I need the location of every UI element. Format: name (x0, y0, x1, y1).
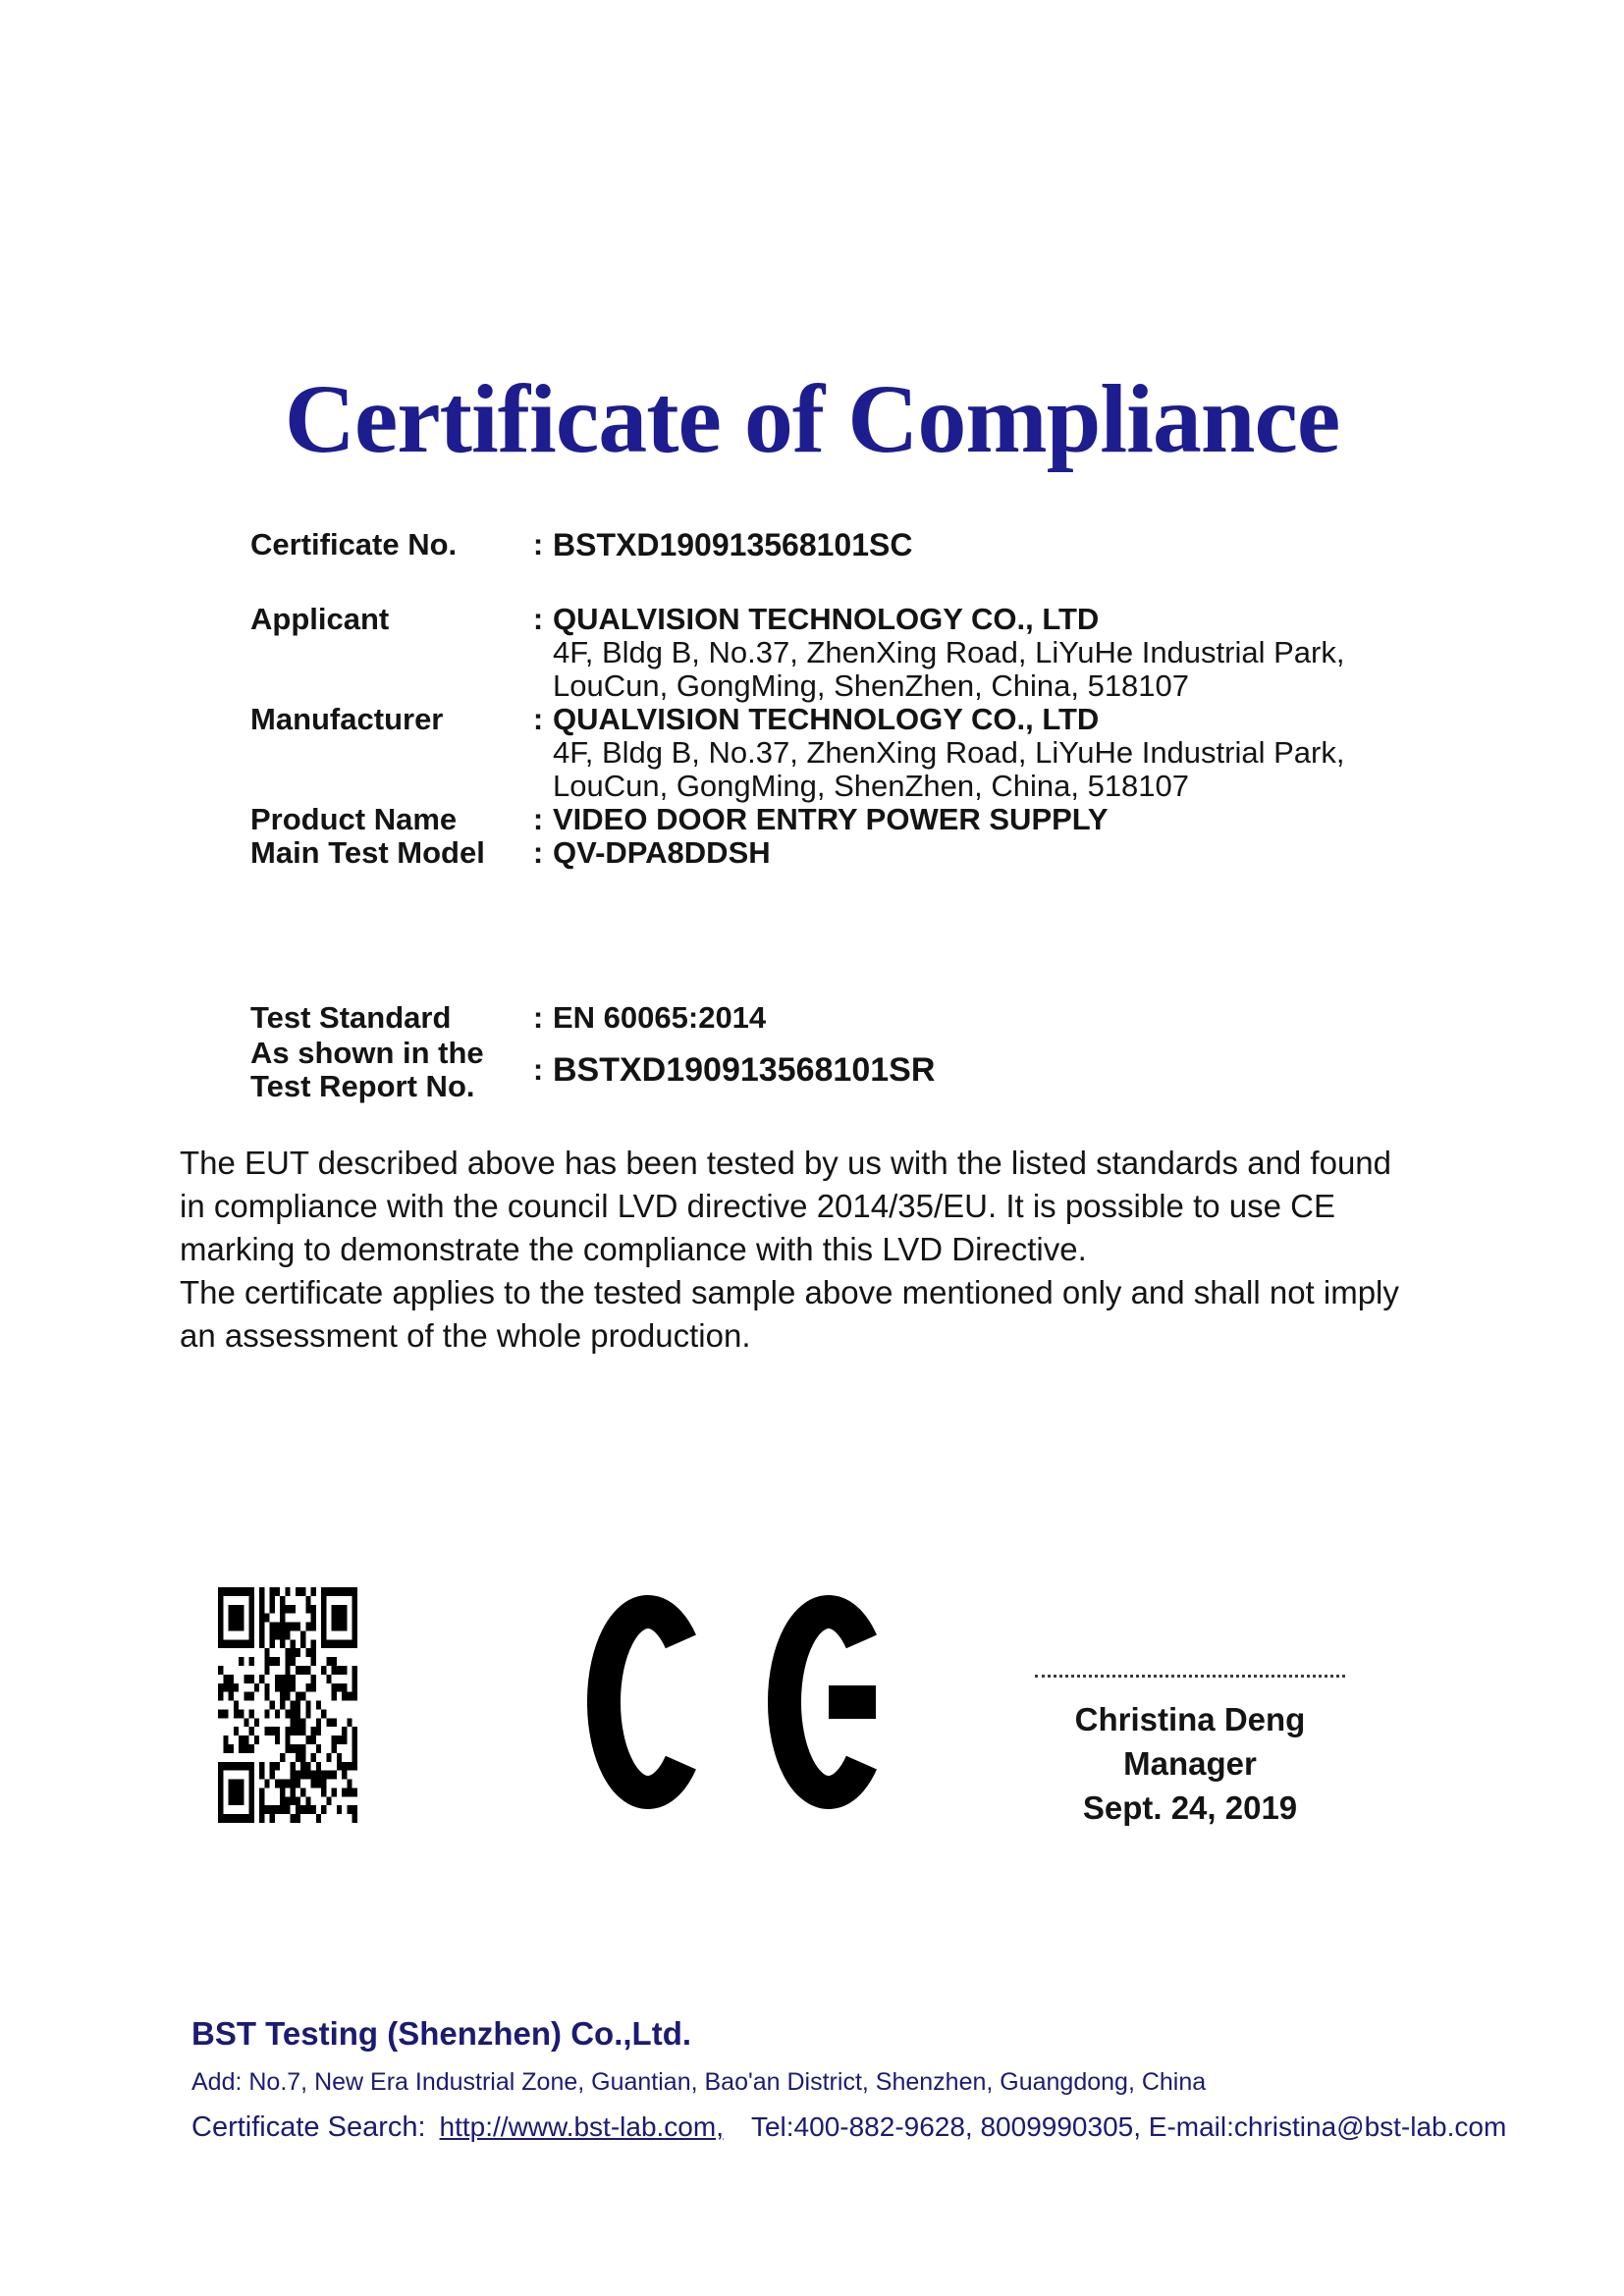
row-test-report-no (250, 1037, 1468, 1103)
manufacturer-label: Manufacturer (250, 702, 444, 736)
certificate-search-link[interactable]: http://www.bst-lab.com, (439, 2111, 724, 2142)
certificate-no-label: Certificate No. (250, 527, 458, 561)
page-title: Certificate of Compliance (284, 364, 1340, 473)
lab-company-name: BST Testing (Shenzhen) Co.,Ltd. (191, 2015, 692, 2052)
statement-line: The certificate applies to the tested sample above mentioned only and shall not imply (180, 1274, 1399, 1310)
applicant-address-line2: LouCun, GongMing, ShenZhen, China, 518107 (553, 668, 1190, 703)
signature-dotted-line (1035, 1675, 1345, 1678)
certificate-no-value: BSTXD190913568101SC (553, 527, 913, 562)
colon-separator: : (532, 527, 544, 561)
main-test-model-value: QV-DPA8DDSH (553, 835, 771, 870)
ce-mark-icon (587, 1595, 913, 1809)
row-product-name (250, 803, 1468, 836)
row-main-test-model (250, 836, 1468, 870)
test-standard-value: EN 60065:2014 (553, 1000, 767, 1035)
applicant-label: Applicant (250, 602, 390, 636)
statement-paragraph (180, 1142, 1399, 1358)
certificate-search-label: Certificate Search: (191, 2111, 426, 2143)
row-test-standard (250, 1001, 1468, 1035)
row-certificate-no (250, 528, 1468, 561)
test-report-label: As shown in the Test Report No. (250, 1036, 484, 1103)
statement-line: The EUT described above has been tested by us with the listed standards and found (180, 1145, 1392, 1181)
lab-contact-info: Tel:400-882-9628, 8009990305, E-mail:christina@bst-lab.com (750, 2111, 1507, 2142)
applicant-value (553, 603, 1468, 703)
colon-separator: : (532, 802, 544, 836)
signatory-name: Christina Deng (1074, 1701, 1306, 1737)
product-name-value: VIDEO DOOR ENTRY POWER SUPPLY (553, 802, 1109, 836)
product-name-label: Product Name (250, 802, 458, 836)
applicant-company: QUALVISION TECHNOLOGY CO., LTD (553, 602, 1100, 636)
lab-address: Add: No.7, New Era Industrial Zone, Guantian, Bao'an District, Shenzhen, Guangdong, China (191, 2068, 1207, 2096)
colon-separator: : (532, 835, 544, 870)
test-standard-label: Test Standard (250, 1000, 452, 1035)
qr-code (218, 1587, 357, 1823)
certificate-search-row (191, 2110, 1527, 2144)
manufacturer-address-line1: 4F, Bldg B, No.37, ZhenXing Road, LiYuHe Industrial Park, (553, 735, 1345, 770)
statement-line: an assessment of the whole production. (180, 1317, 751, 1354)
signature-date: Sept. 24, 2019 (1082, 1789, 1298, 1826)
row-applicant (250, 603, 1468, 703)
colon-separator: : (532, 702, 544, 736)
manufacturer-address-line2: LouCun, GongMing, ShenZhen, China, 518107 (553, 769, 1190, 803)
test-report-value: BSTXD190913568101SR (553, 1051, 936, 1089)
colon-separator: : (532, 602, 544, 636)
row-manufacturer (250, 703, 1468, 803)
footer (191, 2014, 1527, 2144)
signature-block (1013, 1675, 1367, 1830)
main-test-model-label: Main Test Model (250, 835, 485, 870)
manufacturer-company: QUALVISION TECHNOLOGY CO., LTD (553, 702, 1100, 736)
statement-line: in compliance with the council LVD directive 2014/35/EU. It is possible to use CE (180, 1188, 1335, 1224)
colon-separator: : (532, 1052, 544, 1087)
manufacturer-value (553, 703, 1468, 803)
colon-separator: : (532, 1000, 544, 1035)
signatory-role: Manager (1123, 1745, 1257, 1782)
details-table (250, 528, 1468, 1103)
statement-line: marking to demonstrate the compliance with this LVD Directive. (180, 1231, 1087, 1267)
applicant-address-line1: 4F, Bldg B, No.37, ZhenXing Road, LiYuHe Industrial Park, (553, 635, 1345, 669)
